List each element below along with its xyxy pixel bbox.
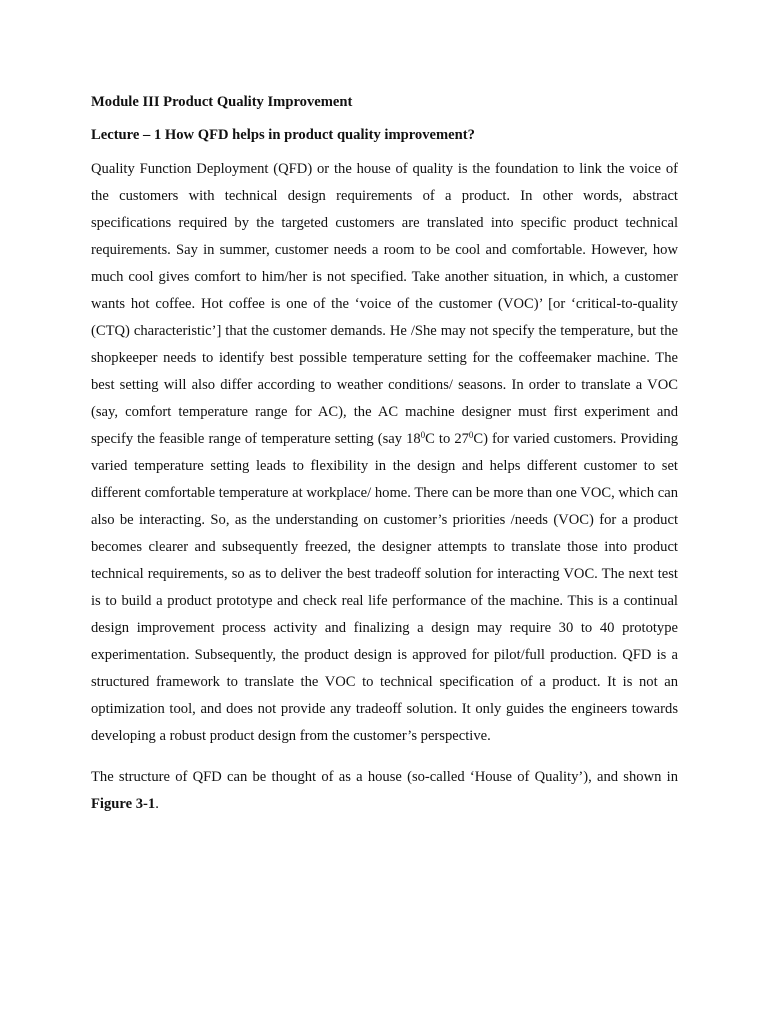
figure-reference: Figure 3-1 [91,796,156,812]
module-title: Module III Product Quality Improvement [91,94,353,110]
document-page [91,93,678,818]
paragraph-house-of-quality [91,764,678,818]
paragraph-text: C to 27 [425,431,469,447]
paragraph-end: . [155,796,159,812]
lecture-title: Lecture – 1 How QFD helps in product quality improvement? [91,127,475,143]
paragraph-text: The structure of QFD can be thought of as a house (so-called ‘House of Quality’), and shown in [91,769,678,785]
superscript-degree: 0 [468,430,474,440]
paragraph-qfd-intro [91,156,678,750]
superscript-degree: 0 [420,430,426,440]
paragraph-text: Quality Function Deployment (QFD) or the house of quality is the foundation to link the voice of the customers with technical design requirements of a product. In other words, abstract specifications required by the targeted customers are translated into specific product technical requirements. Say in summer, customer needs a room to be cool and comfortable. However, how much cool gives comfort to him/her is not specified. Take another situation, in which, a customer wants hot coffee. Hot coffee is one of the ‘voice of the customer (VOC)’ [or ‘critical-to-quality (CTQ) characteristic’] that the customer demands. He /She may not specify the temperature, but the shopkeeper needs to identify best possible temperature setting for the coffeemaker machine. The best setting will also differ according to weather conditions/ seasons. In order to translate a VOC (say, comfort temperature range for AC), the AC machine designer must first experiment and specify the feasible range of temperature setting (say 18 [91,161,678,447]
paragraph-text: C) for varied customers. Providing varied temperature setting leads to flexibility in the design and helps different customer to set different comfortable temperature at workplace/ home. There can be more than one VOC, which can also be interacting. So, as the understanding on customer’s priorities /needs (VOC) for a product becomes clearer and subsequently freezed, the designer attempts to translate those into product technical requirements, so as to deliver the best tradeoff solution for interacting VOC. The next test is to build a product prototype and check real life performance of the machine. This is a continual design improvement process activity and finalizing a design may require 30 to 40 prototype experimentation. Subsequently, the product design is approved for pilot/full production. QFD is a structured framework to translate the VOC to technical specification of a product. It is not an optimization tool, and does not provide any tradeoff solution. It only guides the engineers towards developing a robust product design from the customer’s perspective. [91,431,679,744]
